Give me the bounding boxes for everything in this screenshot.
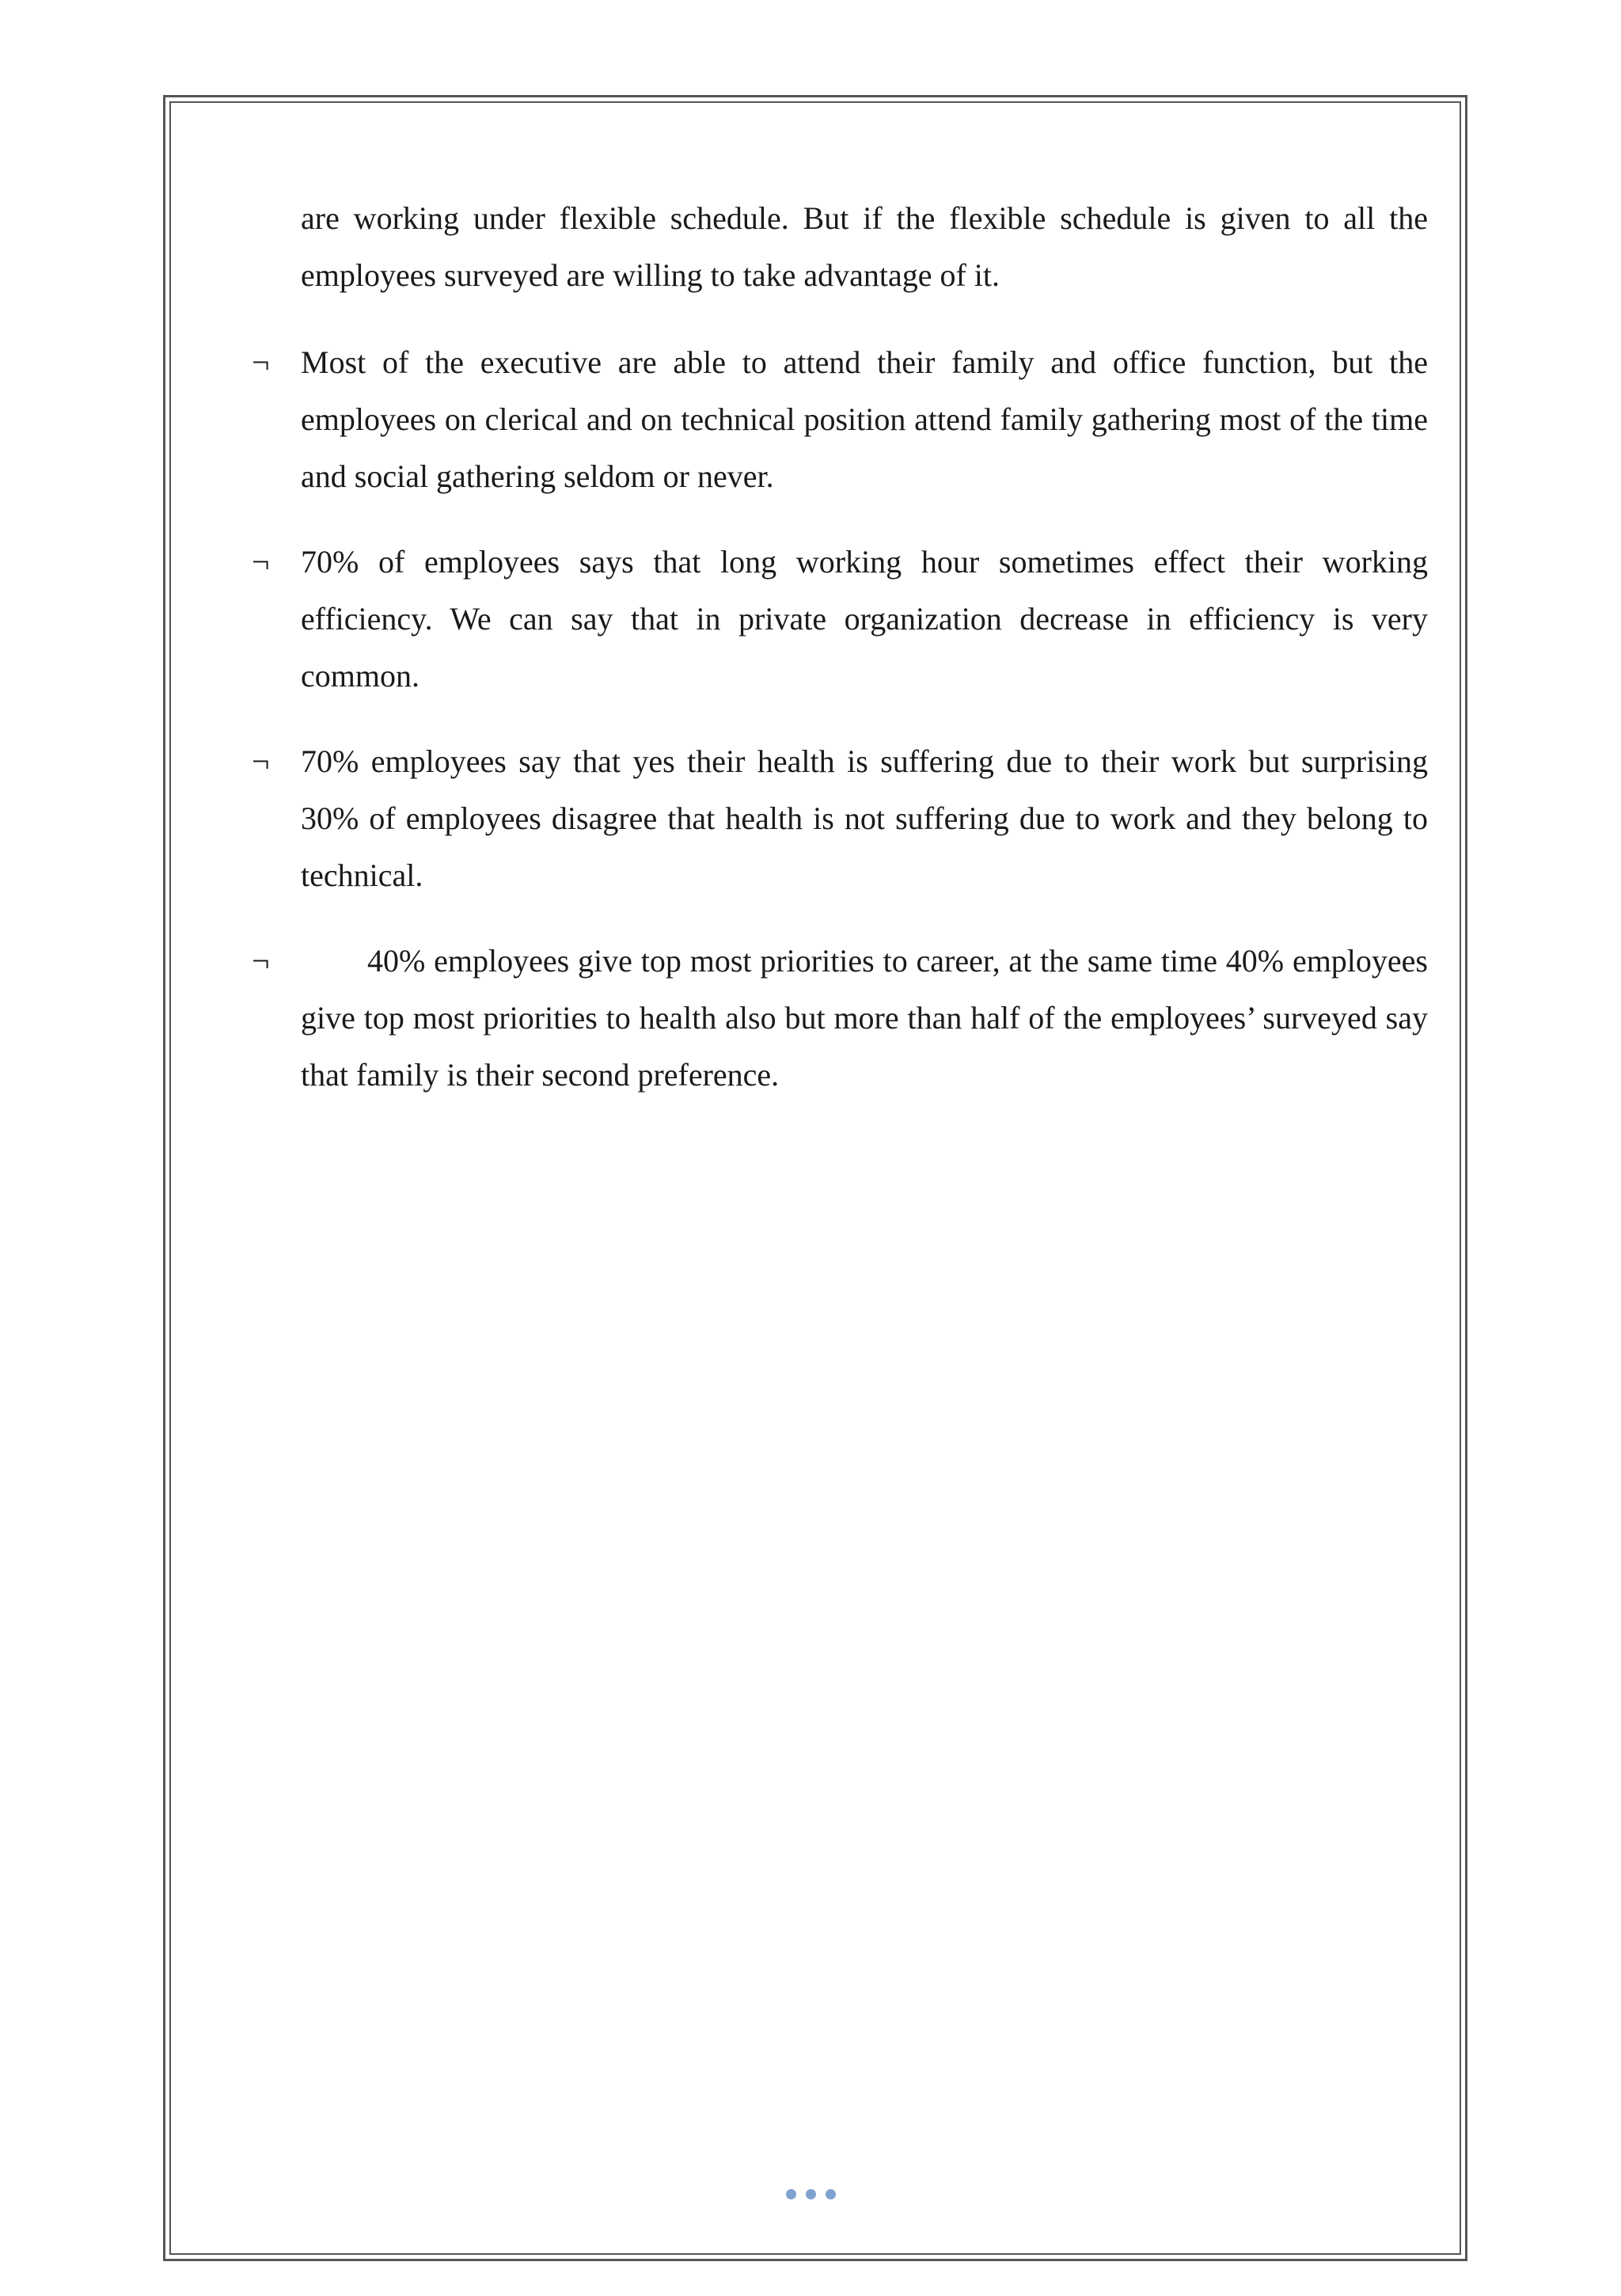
bullet-text: 40% employees give top most priorities to career, at the same time 40% employees give top most priorities to health also but more than half of the employees’ surveyed say that family is their second preference. (301, 943, 1428, 1093)
dot (786, 2189, 796, 2199)
bullet-item-priorities (237, 933, 1428, 1104)
continuation-text: are working under flexible schedule. But if the flexible schedule is given to all the employees surveyed are willing to take advantage of it. (301, 200, 1428, 293)
bullet-item-health (237, 733, 1428, 904)
page-body (237, 190, 1428, 1132)
bullet-item-efficiency (237, 534, 1428, 705)
continuation-paragraph (237, 190, 1428, 304)
bullet-icon: ¬ (252, 544, 270, 580)
bullet-text: 70% employees say that yes their health is suffering due to their work but surprising 30% of employees disagree that health is not suffering due to work and they belong to technical. (301, 743, 1428, 893)
bullet-icon: ¬ (252, 344, 270, 380)
bullet-icon: ¬ (252, 943, 270, 979)
bullet-text: Most of the executive are able to attend their family and office function, but the employees on clerical and on technical position attend family gathering most of the time and social gathering seldom or never. (301, 344, 1428, 494)
bullet-text: 70% of employees says that long working hour sometimes effect their working efficiency. We can say that in private organization decrease in efficiency is very common. (301, 544, 1428, 694)
bullet-icon: ¬ (252, 743, 270, 779)
bullet-item-executive (237, 334, 1428, 505)
dot (826, 2189, 836, 2199)
dot (806, 2189, 816, 2199)
ellipsis-icon (0, 2189, 1621, 2199)
